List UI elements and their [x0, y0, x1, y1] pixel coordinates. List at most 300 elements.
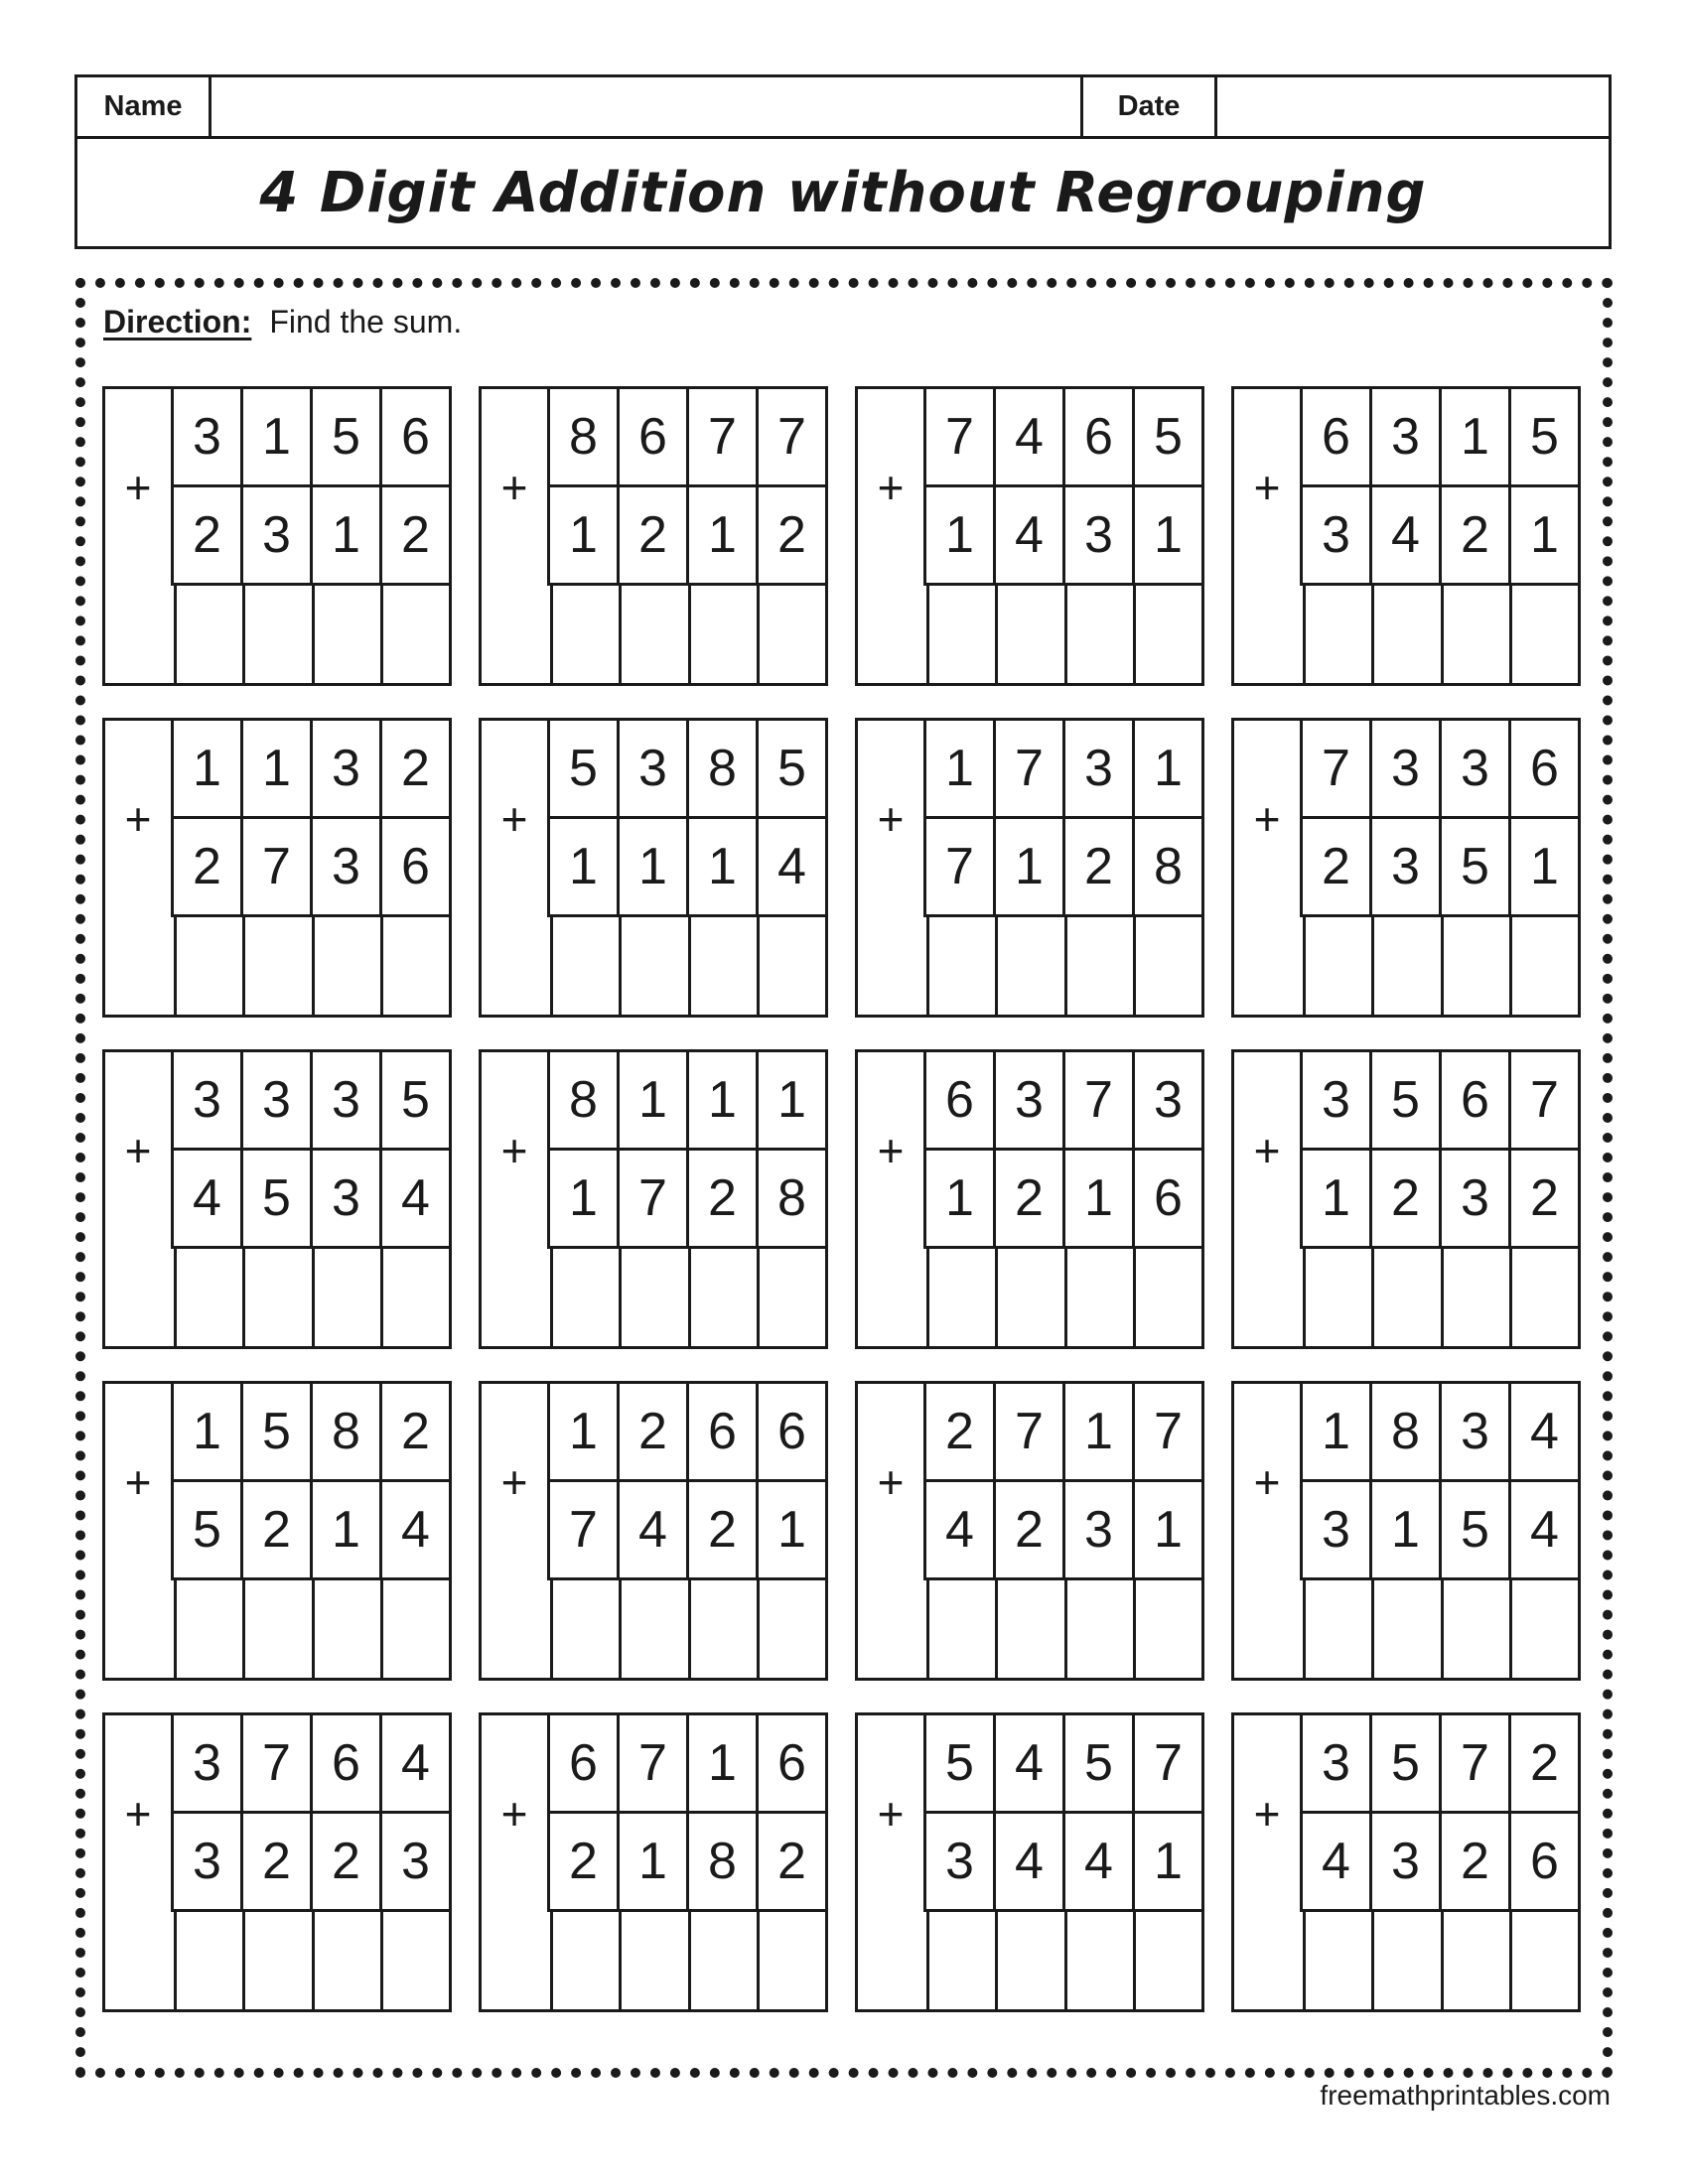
answer-digit-box[interactable]: [1509, 586, 1578, 683]
bottom-addend-row: [550, 1151, 825, 1249]
bottom-addend-row: [174, 487, 449, 586]
answer-digit-box[interactable]: [312, 1580, 380, 1678]
bottom-addend-digit: 4: [756, 819, 825, 914]
direction-text: Find the sum.: [269, 304, 463, 340]
plus-sign: +: [482, 389, 550, 586]
addend-digits: [926, 1384, 1201, 1580]
answer-digit-box[interactable]: [380, 917, 449, 1015]
addition-problem: [855, 386, 1204, 686]
addition-problem: [102, 386, 452, 686]
answer-digit-box[interactable]: [242, 1249, 311, 1346]
addend-digits: [174, 1052, 449, 1249]
addend-digits: [550, 1052, 825, 1249]
top-addend-row: [926, 1715, 1201, 1814]
top-addend-row: [1303, 389, 1578, 487]
answer-row: [105, 1912, 449, 2009]
carry-blank-cell: [1234, 586, 1303, 683]
answer-digit-box[interactable]: [550, 586, 619, 683]
addend-digits: [550, 721, 825, 917]
addition-problem: [479, 718, 828, 1018]
answer-digit-box[interactable]: [242, 586, 311, 683]
bottom-addend-digit: 4: [617, 1482, 686, 1577]
top-addend-digit: 3: [240, 1052, 310, 1148]
answer-row: [482, 1580, 825, 1678]
carry-blank-cell: [858, 917, 926, 1015]
top-addend-row: [926, 1384, 1201, 1482]
addition-problem: [1231, 718, 1581, 1018]
answer-digit-box[interactable]: [1509, 1912, 1578, 2009]
answer-digit-box[interactable]: [242, 917, 311, 1015]
top-addend-digit: 6: [756, 1384, 825, 1479]
top-addend-row: [1303, 1384, 1578, 1482]
answer-digit-box[interactable]: [174, 1580, 242, 1678]
top-addend-digit: 7: [686, 389, 756, 484]
bottom-addend-digit: 4: [993, 487, 1062, 583]
answer-digit-box[interactable]: [619, 1912, 687, 2009]
addend-digits: [926, 389, 1201, 586]
top-addend-digit: 1: [617, 1052, 686, 1148]
bottom-addend-digit: 2: [993, 1482, 1062, 1577]
carry-blank-cell: [1234, 1912, 1303, 2009]
top-addend-digit: 1: [756, 1052, 825, 1148]
top-addend-digit: 4: [993, 389, 1062, 484]
top-addend-digit: 7: [1132, 1715, 1201, 1811]
top-addend-digit: 8: [1369, 1384, 1439, 1479]
plus-sign: +: [858, 1384, 926, 1580]
bottom-addend-digit: 7: [945, 838, 974, 895]
carry-blank-cell: [105, 1249, 174, 1346]
answer-digit-box[interactable]: [1064, 1580, 1133, 1678]
bottom-addend-digit: 2: [756, 487, 825, 583]
answer-digit-box[interactable]: [926, 1912, 995, 2009]
answer-digit-box[interactable]: [1064, 1912, 1133, 2009]
top-addend-digit: 1: [240, 721, 310, 816]
answer-digit-box[interactable]: [1064, 586, 1133, 683]
bottom-addend-digit: 2: [686, 1482, 756, 1577]
answer-digit-box[interactable]: [1064, 1249, 1133, 1346]
website-credit: freemathprintables.com: [1320, 2080, 1611, 2111]
bottom-addend-digit: 1: [617, 819, 686, 914]
bottom-addend-digit: 2: [310, 1814, 379, 1909]
answer-digit-box[interactable]: [174, 917, 242, 1015]
addend-digits: [1303, 721, 1578, 917]
answer-digit-box[interactable]: [550, 917, 619, 1015]
answer-row: [482, 917, 825, 1015]
top-addend-digit: 6: [945, 1071, 974, 1129]
bottom-addend-row: [1303, 1151, 1578, 1249]
top-addend-digit: 6: [617, 389, 686, 484]
top-addend-digit: 3: [1369, 389, 1439, 484]
answer-digit-box[interactable]: [757, 586, 825, 683]
answer-digit-box[interactable]: [757, 1912, 825, 2009]
answer-digit-box[interactable]: [688, 1580, 757, 1678]
bottom-addend-digit: 3: [1062, 487, 1132, 583]
plus-sign: +: [858, 1052, 926, 1249]
top-addend-digit: 7: [945, 408, 974, 466]
answer-digit-box[interactable]: [1133, 917, 1201, 1015]
top-addend-digit: 3: [193, 1071, 221, 1129]
bottom-addend-digit: 3: [1369, 819, 1439, 914]
plus-sign: +: [482, 1715, 550, 1912]
bottom-addend-row: [174, 1814, 449, 1912]
answer-digit-box[interactable]: [619, 917, 687, 1015]
top-addend-digit: 5: [1132, 389, 1201, 484]
addition-problem: [479, 1381, 828, 1681]
carry-blank-cell: [858, 1249, 926, 1346]
plus-sign: +: [858, 721, 926, 917]
bottom-addend-digit: 3: [193, 1833, 221, 1890]
answer-row: [858, 586, 1201, 683]
carry-blank-cell: [482, 1580, 550, 1678]
name-field[interactable]: [211, 77, 1083, 136]
bottom-addend-digit: 1: [569, 1169, 598, 1227]
answer-digit-box[interactable]: [1509, 917, 1578, 1015]
bottom-addend-row: [926, 1814, 1201, 1912]
bottom-addend-digit: 1: [1508, 819, 1578, 914]
bottom-addend-digit: 2: [1369, 1151, 1439, 1246]
top-addend-digit: 5: [569, 740, 598, 797]
answer-digit-box[interactable]: [619, 1580, 687, 1678]
bottom-addend-row: [174, 1482, 449, 1580]
addition-problem: [1231, 1049, 1581, 1349]
bottom-addend-digit: 1: [1132, 1482, 1201, 1577]
plus-sign: +: [1234, 1384, 1303, 1580]
date-field[interactable]: [1217, 77, 1609, 136]
answer-row: [1234, 1249, 1578, 1346]
bottom-addend-digit: 6: [1132, 1151, 1201, 1246]
bottom-addend-row: [174, 819, 449, 917]
carry-blank-cell: [1234, 1249, 1303, 1346]
answer-digit-box[interactable]: [1509, 1580, 1578, 1678]
top-addend-digit: 1: [1132, 721, 1201, 816]
top-addend-digit: 5: [945, 1734, 974, 1792]
answer-digit-box[interactable]: [1371, 1249, 1440, 1346]
answer-digit-box[interactable]: [1371, 586, 1440, 683]
top-addend-digit: 1: [1439, 389, 1508, 484]
answer-digit-box[interactable]: [1133, 586, 1201, 683]
top-addend-digit: 6: [756, 1715, 825, 1811]
bottom-addend-digit: 3: [1322, 506, 1350, 564]
answer-digit-box[interactable]: [926, 1580, 995, 1678]
answer-digit-box[interactable]: [1509, 1249, 1578, 1346]
top-addend-digit: 3: [617, 721, 686, 816]
answer-digit-box[interactable]: [550, 1249, 619, 1346]
top-addend-row: [550, 1384, 825, 1482]
answer-row: [1234, 1580, 1578, 1678]
top-addend-digit: 8: [569, 408, 598, 466]
top-addend-digit: 7: [993, 721, 1062, 816]
bottom-addend-digit: 2: [993, 1151, 1062, 1246]
bottom-addend-digit: 7: [617, 1151, 686, 1246]
top-addend-digit: 5: [756, 721, 825, 816]
carry-blank-cell: [1234, 917, 1303, 1015]
top-addend-row: [926, 389, 1201, 487]
top-addend-row: [550, 389, 825, 487]
top-addend-row: [550, 1052, 825, 1151]
answer-row: [105, 1249, 449, 1346]
answer-digit-box[interactable]: [1303, 1249, 1371, 1346]
answer-row: [105, 917, 449, 1015]
top-addend-digit: 3: [1439, 721, 1508, 816]
bottom-addend-digit: 1: [1369, 1482, 1439, 1577]
answer-digit-box[interactable]: [757, 1249, 825, 1346]
top-addend-digit: 1: [193, 1403, 221, 1460]
answer-row: [1234, 586, 1578, 683]
addition-problem: [855, 1049, 1204, 1349]
addition-problem: [102, 1049, 452, 1349]
answer-digit-box[interactable]: [1371, 917, 1440, 1015]
bottom-addend-row: [926, 1482, 1201, 1580]
top-addend-digit: 2: [617, 1384, 686, 1479]
answer-digit-box[interactable]: [619, 586, 687, 683]
answer-row: [858, 1912, 1201, 2009]
top-addend-row: [174, 1052, 449, 1151]
bottom-addend-row: [1303, 1482, 1578, 1580]
top-addend-digit: 2: [379, 721, 449, 816]
addend-digits: [550, 389, 825, 586]
top-addend-row: [174, 1384, 449, 1482]
addition-problem: [102, 718, 452, 1018]
answer-digit-box[interactable]: [312, 586, 380, 683]
top-addend-digit: 6: [569, 1734, 598, 1792]
worksheet-header: [74, 74, 1612, 249]
top-addend-digit: 5: [240, 1384, 310, 1479]
answer-digit-box[interactable]: [995, 1580, 1063, 1678]
bottom-addend-digit: 3: [1322, 1501, 1350, 1559]
bottom-addend-digit: 3: [310, 1151, 379, 1246]
answer-digit-box[interactable]: [995, 1249, 1063, 1346]
answer-digit-box[interactable]: [757, 1580, 825, 1678]
bottom-addend-digit: 2: [193, 506, 221, 564]
bottom-addend-digit: 4: [379, 1482, 449, 1577]
addend-digits: [550, 1715, 825, 1912]
bottom-addend-digit: 1: [945, 1169, 974, 1227]
bottom-addend-digit: 2: [240, 1814, 310, 1909]
addend-digits: [1303, 1715, 1578, 1912]
answer-digit-box[interactable]: [1303, 1912, 1371, 2009]
bottom-addend-digit: 1: [686, 487, 756, 583]
carry-blank-cell: [105, 586, 174, 683]
bottom-addend-row: [550, 1814, 825, 1912]
answer-digit-box[interactable]: [1441, 917, 1509, 1015]
top-addend-digit: 7: [993, 1384, 1062, 1479]
top-addend-digit: 6: [686, 1384, 756, 1479]
answer-digit-box[interactable]: [688, 1249, 757, 1346]
answer-digit-box[interactable]: [1133, 1580, 1201, 1678]
top-addend-digit: 3: [1062, 721, 1132, 816]
answer-digit-box[interactable]: [926, 586, 995, 683]
bottom-addend-digit: 3: [1062, 1482, 1132, 1577]
top-addend-digit: 7: [240, 1715, 310, 1811]
carry-blank-cell: [858, 1912, 926, 2009]
top-addend-row: [1303, 721, 1578, 819]
answer-row: [1234, 1912, 1578, 2009]
bottom-addend-digit: 2: [1439, 1814, 1508, 1909]
bottom-addend-digit: 4: [193, 1169, 221, 1227]
bottom-addend-digit: 2: [1062, 819, 1132, 914]
answer-digit-box[interactable]: [757, 917, 825, 1015]
top-addend-digit: 6: [379, 389, 449, 484]
answer-row: [858, 1580, 1201, 1678]
bottom-addend-digit: 3: [240, 487, 310, 583]
carry-blank-cell: [858, 586, 926, 683]
answer-digit-box[interactable]: [1371, 1912, 1440, 2009]
answer-digit-box[interactable]: [926, 917, 995, 1015]
addition-problem: [479, 1049, 828, 1349]
answer-digit-box[interactable]: [312, 1912, 380, 2009]
plus-sign: +: [1234, 721, 1303, 917]
bottom-addend-digit: 7: [569, 1501, 598, 1559]
bottom-addend-digit: 2: [1439, 487, 1508, 583]
bottom-addend-digit: 2: [1508, 1151, 1578, 1246]
bottom-addend-row: [1303, 819, 1578, 917]
bottom-addend-digit: 8: [756, 1151, 825, 1246]
top-addend-digit: 1: [1322, 1403, 1350, 1460]
answer-digit-box[interactable]: [1441, 1912, 1509, 2009]
answer-digit-box[interactable]: [1303, 917, 1371, 1015]
top-addend-digit: 6: [1508, 721, 1578, 816]
bottom-addend-digit: 4: [1062, 1814, 1132, 1909]
top-addend-digit: 1: [569, 1403, 598, 1460]
top-addend-digit: 8: [310, 1384, 379, 1479]
bottom-addend-digit: 6: [379, 819, 449, 914]
date-label: Date: [1083, 77, 1217, 136]
top-addend-digit: 3: [993, 1052, 1062, 1148]
answer-digit-box[interactable]: [1133, 1912, 1201, 2009]
bottom-addend-digit: 1: [756, 1482, 825, 1577]
plus-sign: +: [105, 721, 174, 917]
answer-row: [105, 586, 449, 683]
answer-digit-box[interactable]: [619, 1249, 687, 1346]
top-addend-digit: 6: [1322, 408, 1350, 466]
answer-digit-box[interactable]: [174, 1249, 242, 1346]
answer-digit-box[interactable]: [688, 917, 757, 1015]
direction-label: Direction:: [103, 304, 252, 340]
bottom-addend-row: [1303, 487, 1578, 586]
top-addend-digit: 3: [1132, 1052, 1201, 1148]
addend-digits: [1303, 1052, 1578, 1249]
answer-digit-box[interactable]: [550, 1580, 619, 1678]
bottom-addend-digit: 1: [1062, 1151, 1132, 1246]
answer-digit-box[interactable]: [688, 1912, 757, 2009]
carry-blank-cell: [482, 1249, 550, 1346]
top-addend-digit: 5: [310, 389, 379, 484]
addend-digits: [926, 1715, 1201, 1912]
top-addend-digit: 3: [310, 721, 379, 816]
addition-problem: [855, 1381, 1204, 1681]
answer-digit-box[interactable]: [312, 917, 380, 1015]
top-addend-digit: 3: [1322, 1734, 1350, 1792]
plus-sign: +: [1234, 389, 1303, 586]
carry-blank-cell: [482, 1912, 550, 2009]
name-date-row: [77, 77, 1609, 139]
answer-digit-box[interactable]: [1441, 1249, 1509, 1346]
addition-problem: [1231, 1712, 1581, 2012]
answer-digit-box[interactable]: [1303, 1580, 1371, 1678]
top-addend-digit: 7: [1322, 740, 1350, 797]
answer-digit-box[interactable]: [1441, 586, 1509, 683]
answer-digit-box[interactable]: [380, 586, 449, 683]
top-addend-digit: 1: [686, 1052, 756, 1148]
answer-row: [482, 1912, 825, 2009]
plus-sign: +: [1234, 1715, 1303, 1912]
bottom-addend-digit: 3: [1439, 1151, 1508, 1246]
answer-digit-box[interactable]: [380, 1580, 449, 1678]
top-addend-digit: 1: [193, 740, 221, 797]
answer-digit-box[interactable]: [995, 917, 1063, 1015]
top-addend-digit: 1: [945, 740, 974, 797]
addend-digits: [926, 721, 1201, 917]
answer-digit-box[interactable]: [550, 1912, 619, 2009]
answer-digit-box[interactable]: [242, 1912, 311, 2009]
answer-digit-box[interactable]: [1133, 1249, 1201, 1346]
addition-problem: [1231, 1381, 1581, 1681]
top-addend-row: [926, 1052, 1201, 1151]
bottom-addend-digit: 3: [379, 1814, 449, 1909]
answer-digit-box[interactable]: [242, 1580, 311, 1678]
plus-sign: +: [105, 1715, 174, 1912]
carry-blank-cell: [858, 1580, 926, 1678]
addend-digits: [550, 1384, 825, 1580]
bottom-addend-digit: 4: [1369, 487, 1439, 583]
bottom-addend-digit: 5: [1439, 1482, 1508, 1577]
top-addend-digit: 6: [310, 1715, 379, 1811]
top-addend-row: [1303, 1052, 1578, 1151]
bottom-addend-digit: 1: [1322, 1169, 1350, 1227]
plus-sign: +: [858, 389, 926, 586]
bottom-addend-row: [550, 819, 825, 917]
answer-digit-box[interactable]: [380, 1249, 449, 1346]
top-addend-digit: 2: [945, 1403, 974, 1460]
carry-blank-cell: [105, 1912, 174, 2009]
answer-digit-box[interactable]: [1303, 586, 1371, 683]
top-addend-digit: 5: [1369, 1052, 1439, 1148]
answer-row: [482, 586, 825, 683]
answer-digit-box[interactable]: [312, 1249, 380, 1346]
top-addend-digit: 5: [1369, 1715, 1439, 1811]
bottom-addend-row: [926, 819, 1201, 917]
answer-digit-box[interactable]: [1064, 917, 1133, 1015]
top-addend-row: [174, 389, 449, 487]
answer-digit-box[interactable]: [174, 1912, 242, 2009]
bottom-addend-digit: 2: [617, 487, 686, 583]
answer-digit-box[interactable]: [926, 1249, 995, 1346]
top-addend-digit: 3: [1439, 1384, 1508, 1479]
bottom-addend-digit: 1: [310, 1482, 379, 1577]
addition-problem: [479, 1712, 828, 2012]
bottom-addend-digit: 8: [686, 1814, 756, 1909]
answer-digit-box[interactable]: [380, 1912, 449, 2009]
answer-digit-box[interactable]: [995, 1912, 1063, 2009]
answer-digit-box[interactable]: [995, 586, 1063, 683]
top-addend-row: [174, 1715, 449, 1814]
addition-problem: [855, 1712, 1204, 2012]
answer-digit-box[interactable]: [174, 586, 242, 683]
bottom-addend-digit: 4: [945, 1501, 974, 1559]
top-addend-digit: 3: [193, 1734, 221, 1792]
answer-digit-box[interactable]: [688, 586, 757, 683]
addend-digits: [1303, 389, 1578, 586]
answer-digit-box[interactable]: [1441, 1580, 1509, 1678]
top-addend-row: [174, 721, 449, 819]
carry-blank-cell: [105, 917, 174, 1015]
answer-digit-box[interactable]: [1371, 1580, 1440, 1678]
problems-grid: [102, 386, 1580, 2014]
bottom-addend-digit: 1: [310, 487, 379, 583]
bottom-addend-row: [174, 1151, 449, 1249]
top-addend-digit: 7: [617, 1715, 686, 1811]
plus-sign: +: [482, 1052, 550, 1249]
